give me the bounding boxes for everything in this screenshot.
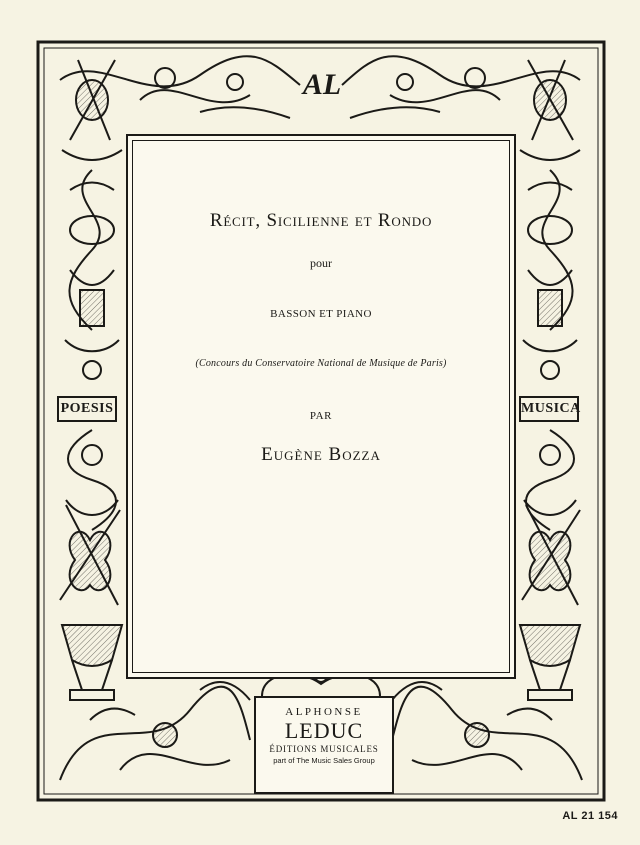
publisher-line-1: ALPHONSE xyxy=(285,706,363,718)
label-poesis: POESIS xyxy=(57,396,117,422)
publisher-line-3: ÉDITIONS MUSICALES xyxy=(269,744,379,754)
lyre-icon xyxy=(522,505,580,605)
composer-name: Eugène Bozza xyxy=(261,444,381,465)
violin-icon xyxy=(60,505,120,605)
publisher-monogram: AL xyxy=(302,68,342,101)
left-column-ornament xyxy=(65,170,119,530)
title-panel xyxy=(126,134,516,679)
right-column-ornament xyxy=(523,170,577,530)
dragon-scroll-icon xyxy=(392,682,582,780)
catalog-number: AL 21 154 xyxy=(562,810,618,822)
pour-text: pour xyxy=(310,256,332,270)
par-text: PAR xyxy=(309,410,333,422)
vase-icon xyxy=(62,625,122,700)
competition-note: (Concours du Conservatoire National de Musique de Paris) xyxy=(195,358,447,369)
instrumentation: BASSON ET PIANO xyxy=(270,308,372,320)
vase-icon xyxy=(520,625,580,700)
work-title: Récit, Sicilienne et Rondo xyxy=(209,210,433,231)
publisher-line-4: part of The Music Sales Group xyxy=(273,756,375,765)
dragon-scroll-icon xyxy=(60,682,250,780)
publisher-box xyxy=(254,696,394,794)
label-musica: MUSICA xyxy=(519,396,579,422)
publisher-line-2: LEDUC xyxy=(284,718,364,743)
